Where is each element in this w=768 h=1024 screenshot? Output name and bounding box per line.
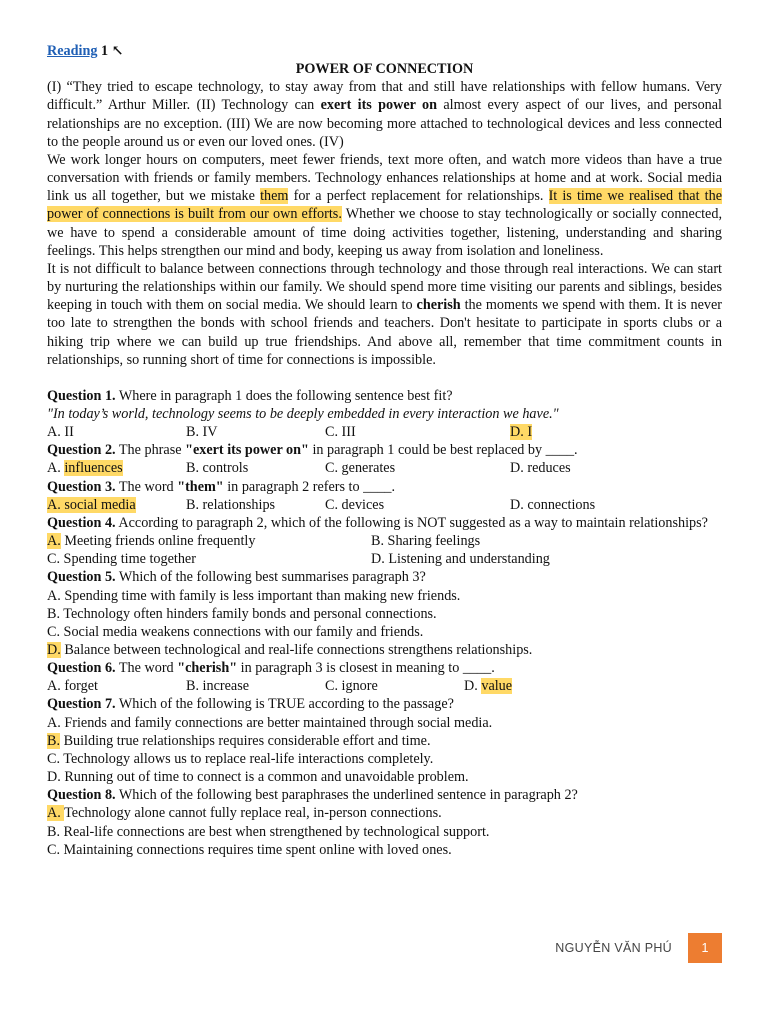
q5-option-b[interactable]: B. Technology often hinders family bonds and personal connections. [47,605,437,622]
q5-option-d-text: Balance between technological and real-life connections strengthens relationships. [60,642,533,658]
q3-option-c[interactable]: C. devices [325,496,385,513]
p3-bold-word: cherish [416,297,461,314]
document-body [47,42,722,859]
question-8 [47,786,722,804]
author-name: NGUYỄN VĂN PHÚ [555,941,672,955]
question-2 [47,441,722,459]
q6-text: The word [115,660,178,677]
q3-options [47,496,722,514]
q3-option-a[interactable] [47,496,186,514]
q1-option-c[interactable]: C. III [325,424,356,441]
paragraph-3 [47,260,722,369]
q8-text: Which of the following best paraphrases the underlined sentence in paragraph 2? [115,787,578,804]
question-5 [47,568,722,586]
question-3 [47,478,722,496]
paragraph-2 [47,151,722,260]
q3-text: The word [115,478,178,495]
q6-option-a[interactable]: A. forget [47,678,98,695]
q3-text-end: in paragraph 2 refers to ____. [223,478,396,495]
p2-text: We work longer hours on computers, meet fewer friends, text more often, and watch more videos than have a true conversation with friends or family members. Technology enhances relationships at home and at work. Social media link us all together, but we mistake [47,151,722,205]
question-4 [47,514,722,532]
q1-quote: "In today’s world, technology seems to be deeply embedded in every interaction we have." [47,405,559,422]
q3-option-d[interactable]: D. connections [510,496,596,513]
q8-option-b[interactable]: B. Real-life connections are best when strengthened by technological support. [47,823,490,840]
reading-number: 1 [101,43,109,59]
q8-option-c[interactable]: C. Maintaining connections requires time spent online with loved ones. [47,841,452,858]
q2-option-d[interactable]: D. reduces [510,460,571,477]
q1-option-d-highlight: D. I [510,424,533,441]
arrow-icon: ↖ [111,43,124,59]
q5-option-a[interactable]: A. Spending time with family is less important than making new friends. [47,587,461,604]
q3-label: Question 3. [47,478,116,495]
question-1 [47,387,722,405]
page-title: POWER OF CONNECTION [295,61,474,78]
q4-option-a-letter: A. [47,533,61,550]
q7-option-b-letter: B. [47,732,61,749]
q8-label: Question 8. [47,787,116,804]
q6-option-d-highlight: value [481,678,513,695]
q4-option-a-text: Meeting friends online frequently [60,533,256,550]
q6-options [47,677,722,695]
reading-link[interactable]: Reading [47,43,98,59]
q7-option-c[interactable]: C. Technology allows us to replace real-life interactions completely. [47,750,434,767]
q4-option-b[interactable]: B. Sharing feelings [371,533,481,550]
q3-word: "them" [177,478,224,495]
q4-options-row-1 [47,532,722,550]
q6-text-end: in paragraph 3 is closest in meaning to ____. [237,660,495,677]
q1-text: Where in paragraph 1 does the following sentence best fit? [115,387,453,404]
q7-text: Which of the following is TRUE according to the passage? [115,696,454,713]
q2-option-b[interactable]: B. controls [186,460,249,477]
p2-text-mid: for a perfect replacement for relationships. [288,188,549,205]
q2-text-end: in paragraph 1 could be best replaced by ____. [308,442,578,459]
q2-option-c[interactable]: C. generates [325,460,396,477]
q6-option-d-letter: D. [464,678,482,695]
p3-text-end: the moments we spend with them. It is never too late to strengthen the bonds with school friends and teachers. Don't hesitate to participate in sports clubs or a hiking trip where we can build up true friendships. And above all, remember that time commitment counts in relationships, so running short of time for connections is impossible. [47,297,722,368]
q1-label: Question 1. [47,387,116,404]
p2-text-end: Whether we choose to stay technologically or socially connected, we have to spend a considerable amount of time doing activities together, listening, understanding and sharing feelings. This helps strengthen our mind and body, keeping us away from isolation and loneliness. [47,206,722,259]
q6-word: "cherish" [177,660,238,677]
q2-option-a-highlight: influences [64,460,123,477]
p2-highlight-them: them [260,188,289,205]
paragraph-1 [47,78,722,151]
p1-bold-phrase: exert its power on [320,97,438,114]
q4-option-c[interactable]: C. Spending time together [47,551,196,568]
q4-option-a[interactable] [47,532,371,550]
q2-option-a-letter: A. [47,460,65,477]
p2-highlight-sentence: It is time we realised that the power of connections is built from our own efforts. [47,188,722,223]
q5-text: Which of the following best summarises paragraph 3? [115,569,426,586]
q8-option-a-letter: A. [47,805,65,822]
q1-option-a[interactable]: A. II [47,424,74,441]
q7-option-b-text: Building true relationships requires considerable effort and time. [60,732,431,749]
q2-phrase: "exert its power on" [185,442,309,459]
q6-label: Question 6. [47,660,116,677]
q4-label: Question 4. [47,514,116,531]
q1-option-b[interactable]: B. IV [186,424,218,441]
q1-options [47,423,722,441]
q7-label: Question 7. [47,696,116,713]
header-line [47,42,722,60]
q4-text: According to paragraph 2, which of the following is NOT suggested as a way to maintain relationships? [115,514,708,531]
q5-option-c[interactable]: C. Social media weakens connections with our family and friends. [47,623,424,640]
q7-option-a[interactable]: A. Friends and family connections are better maintained through social media. [47,714,493,731]
q8-option-a[interactable] [47,804,722,822]
q6-option-b[interactable]: B. increase [186,678,250,695]
spacer [47,369,722,387]
q4-option-d[interactable]: D. Listening and understanding [371,551,550,568]
q6-option-c[interactable]: C. ignore [325,678,378,695]
q5-option-d-letter: D. [47,642,61,658]
question-6 [47,659,722,677]
q6-option-d[interactable] [464,677,512,695]
q8-option-a-text: Technology alone cannot fully replace real, in-person connections. [64,805,442,822]
q7-option-b[interactable] [47,732,722,750]
page-number-badge: 1 [688,933,722,963]
q2-label: Question 2. [47,442,116,459]
q3-option-a-highlight: A. social media [47,496,136,513]
q2-option-a[interactable] [47,459,186,477]
q7-option-d[interactable]: D. Running out of time to connect is a common and unavoidable problem. [47,769,469,786]
q5-label: Question 5. [47,569,116,586]
p3-text: It is not difficult to balance between connections through technology and those through real interactions. We can start by nurturing the relationships within our family. We should spend more time visiting our parents and siblings, besides keeping in touch with them on social media. We should learn to [47,260,722,314]
p1-text-end: almost every aspect of our lives, and personal relationships are no exception. (III) We are now becoming more attached to technological devices and less connected to the people around us or even our loved ones. (IV) [47,97,722,150]
q2-options [47,459,722,477]
q1-option-d[interactable] [510,423,532,441]
page-footer [555,933,722,963]
question-7 [47,695,722,713]
p1-text: (I) “They tried to escape technology, to stay away from that and still have relationships with fellow humans. Very difficult.” Arthur Miller. (II) Technology can [47,79,722,114]
q5-option-d[interactable] [47,641,722,659]
q3-option-b[interactable]: B. relationships [186,496,276,513]
q2-text: The phrase [115,442,186,459]
q4-options-row-2 [47,550,722,568]
